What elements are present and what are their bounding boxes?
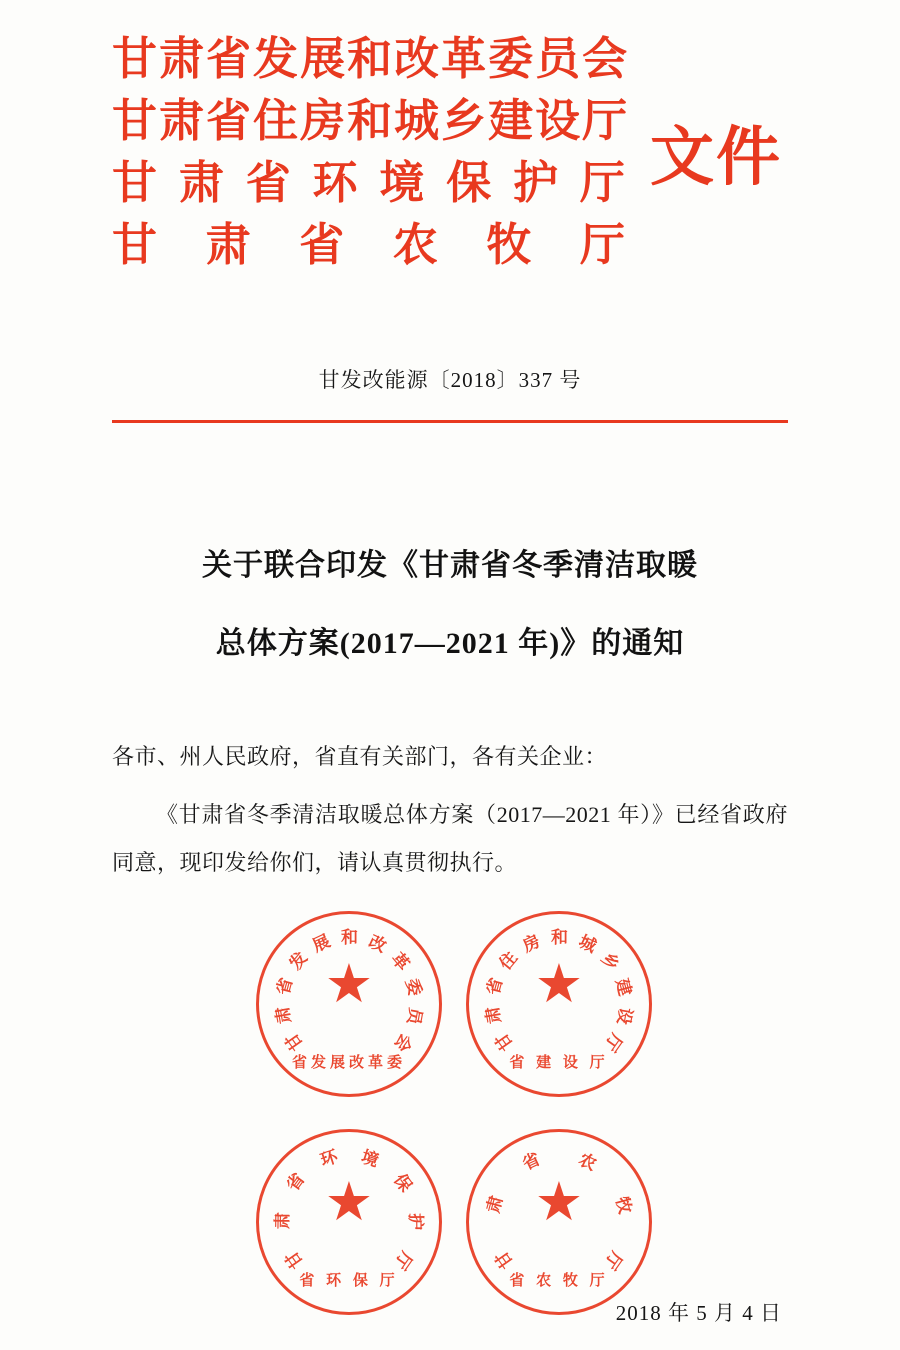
document-body bbox=[0, 733, 900, 887]
seal-label: 省 建 设 厅 bbox=[509, 1055, 609, 1071]
seal-ring-text: 甘 肃 省 发 展 和 改 革 委 员 会 bbox=[272, 928, 426, 1055]
letterhead bbox=[0, 0, 900, 268]
seal-ring-text: 甘 肃 省 住 房 和 城 乡 建 设 厅 bbox=[482, 928, 636, 1055]
official-seal-housing-construction: 甘 肃 省 住 房 和 城 乡 建 设 厅 ★ 省 建 设 厅 bbox=[466, 911, 652, 1097]
document-number: 甘发改能源〔2018〕337 号 bbox=[318, 368, 582, 392]
document-title-line-1: 关于联合印发《甘肃省冬季清洁取暖 bbox=[202, 549, 698, 582]
seal-ring-text: 甘 肃 省 环 境 保 护 厅 bbox=[272, 1146, 426, 1273]
letterhead-issuer-line-2: 甘 肃 省 住 房 和 城 乡 建 设 厅 bbox=[112, 96, 630, 146]
seal-label: 省 农 牧 厅 bbox=[509, 1273, 609, 1289]
official-seal-environmental-protection: 甘 肃 省 环 境 保 护 厅 ★ 省 环 保 厅 bbox=[256, 1129, 442, 1315]
seal-label: 省发展改革委 bbox=[291, 1055, 406, 1071]
seal-label: 省 环 保 厅 bbox=[299, 1273, 399, 1289]
letterhead-issuer-line-3: 甘 肃 省 环 境 保 护 厅 bbox=[112, 158, 627, 208]
issue-date: 2018 年 5 月 4 日 bbox=[615, 1301, 782, 1325]
body-salutation: 各市、州人民政府，省直有关部门，各有关企业： bbox=[112, 744, 608, 769]
document-title-line-2: 总体方案(2017—2021 年)》的通知 bbox=[215, 627, 685, 660]
red-divider-rule bbox=[112, 420, 788, 423]
letterhead-document-word: 文件 bbox=[650, 122, 782, 193]
document-title bbox=[0, 527, 900, 683]
body-paragraph-1: 《甘肃省冬季清洁取暖总体方案（2017—2021 年）》已经省政府同意，现印发给你们，请认真贯彻执行。 bbox=[112, 802, 788, 875]
official-seal-agriculture-animal-husbandry: 甘 肃 省 农 牧 厅 ★ 省 农 牧 厅 bbox=[466, 1129, 652, 1315]
letterhead-issuer-line-4: 甘 肃 省 农 牧 厅 bbox=[112, 220, 627, 270]
letterhead-issuer-list bbox=[112, 28, 632, 276]
official-seal-development-reform: 甘 肃 省 发 展 和 改 革 委 员 会 ★ 省发展改革委 bbox=[256, 911, 442, 1097]
seal-group bbox=[0, 911, 900, 1325]
letterhead-issuer-line-1: 甘 肃 省 发 展 和 改 革 委 员 会 bbox=[112, 34, 630, 84]
seal-ring-text: 甘 肃 省 农 牧 厅 bbox=[483, 1149, 635, 1273]
